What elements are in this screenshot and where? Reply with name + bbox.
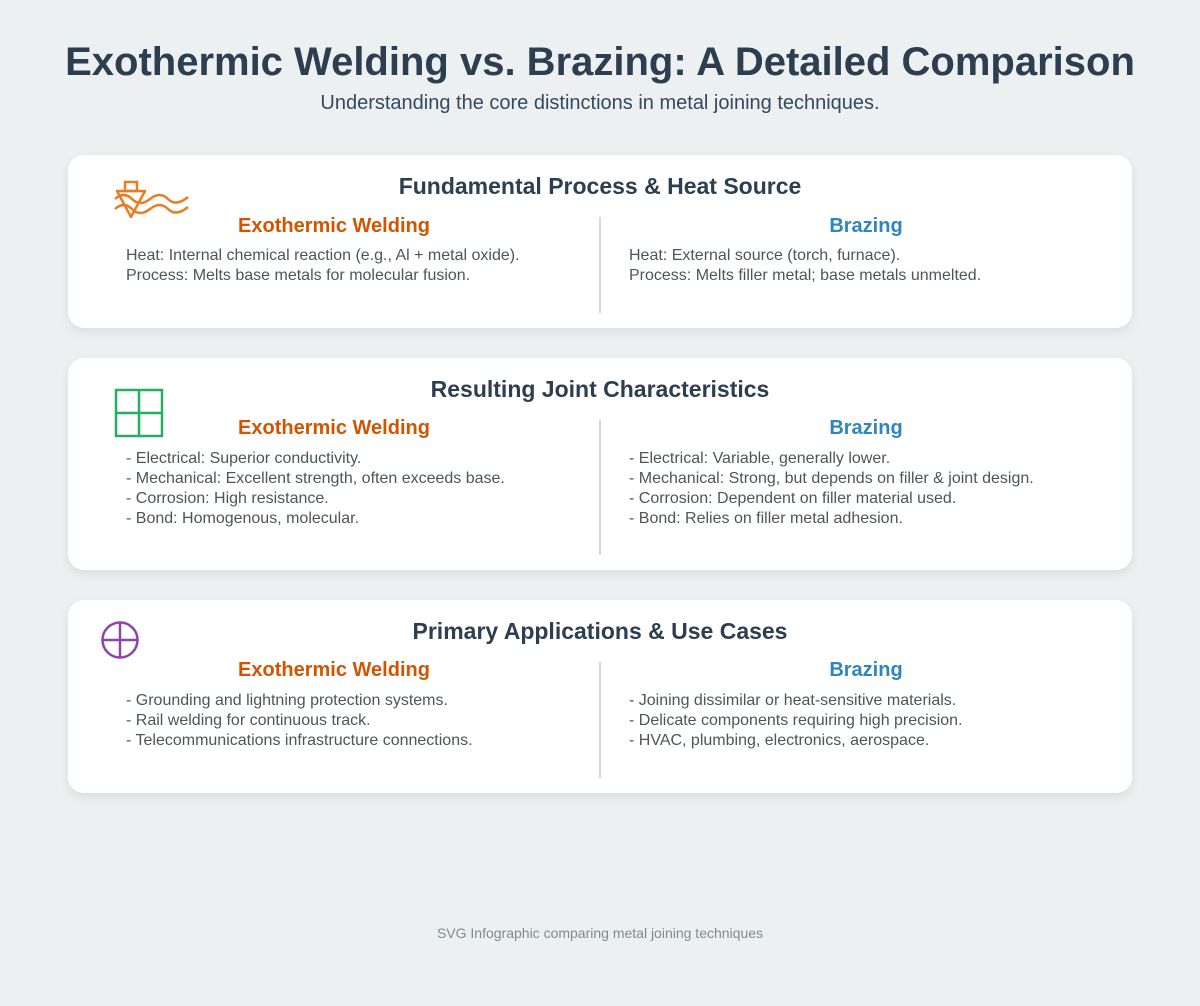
section-title: Fundamental Process & Heat Source: [398, 173, 802, 199]
exothermic-heading: Exothermic Welding: [238, 659, 430, 681]
page-subtitle: Understanding the core distinctions in metal joining techniques.: [320, 92, 880, 114]
detail-line: - Corrosion: High resistance.: [126, 490, 329, 507]
exothermic-heading: Exothermic Welding: [238, 417, 430, 439]
exothermic-details: [126, 691, 473, 751]
brazing-details: [629, 449, 1034, 529]
detail-line: - Telecommunications infrastructure connections.: [126, 732, 473, 749]
detail-line: - Mechanical: Excellent strength, often exceeds base.: [126, 470, 505, 487]
detail-line: - Bond: Homogenous, molecular.: [126, 510, 360, 527]
detail-line: Process: Melts base metals for molecular fusion.: [126, 267, 471, 284]
exothermic-details: [126, 246, 520, 286]
brazing-details: [629, 691, 963, 751]
brazing-heading: Brazing: [829, 215, 903, 237]
column-divider: [599, 662, 601, 778]
detail-line: - Rail welding for continuous track.: [126, 712, 371, 729]
detail-line: Process: Melts filler metal; base metals unmelted.: [629, 267, 982, 284]
detail-line: - Electrical: Superior conductivity.: [126, 450, 362, 467]
exothermic-details: [126, 449, 505, 529]
brazing-heading: Brazing: [829, 417, 903, 439]
detail-line: Heat: Internal chemical reaction (e.g., Al + metal oxide).: [126, 247, 520, 264]
exothermic-heading: Exothermic Welding: [238, 215, 430, 237]
section-card-applications: [68, 600, 1132, 793]
detail-line: - HVAC, plumbing, electronics, aerospace.: [629, 732, 930, 749]
brazing-heading: Brazing: [829, 659, 903, 681]
page-title: Exothermic Welding vs. Brazing: A Detailed Comparison: [65, 40, 1135, 84]
section-title: Resulting Joint Characteristics: [430, 376, 770, 402]
footer-caption: SVG Infographic comparing metal joining techniques: [436, 925, 764, 941]
detail-line: - Electrical: Variable, generally lower.: [629, 450, 891, 467]
section-card-joint: [68, 358, 1132, 570]
section-title: Primary Applications & Use Cases: [412, 618, 788, 644]
column-divider: [599, 420, 601, 555]
detail-line: - Grounding and lightning protection systems.: [126, 692, 448, 709]
detail-line: - Joining dissimilar or heat-sensitive materials.: [629, 692, 957, 709]
brazing-details: [629, 246, 981, 286]
detail-line: - Corrosion: Dependent on filler material used.: [629, 490, 957, 507]
detail-line: Heat: External source (torch, furnace).: [629, 247, 901, 264]
detail-line: - Bond: Relies on filler metal adhesion.: [629, 510, 903, 527]
section-card-process: [68, 155, 1132, 328]
detail-line: - Mechanical: Strong, but depends on filler & joint design.: [629, 470, 1034, 487]
detail-line: - Delicate components requiring high precision.: [629, 712, 963, 729]
column-divider: [599, 217, 601, 313]
